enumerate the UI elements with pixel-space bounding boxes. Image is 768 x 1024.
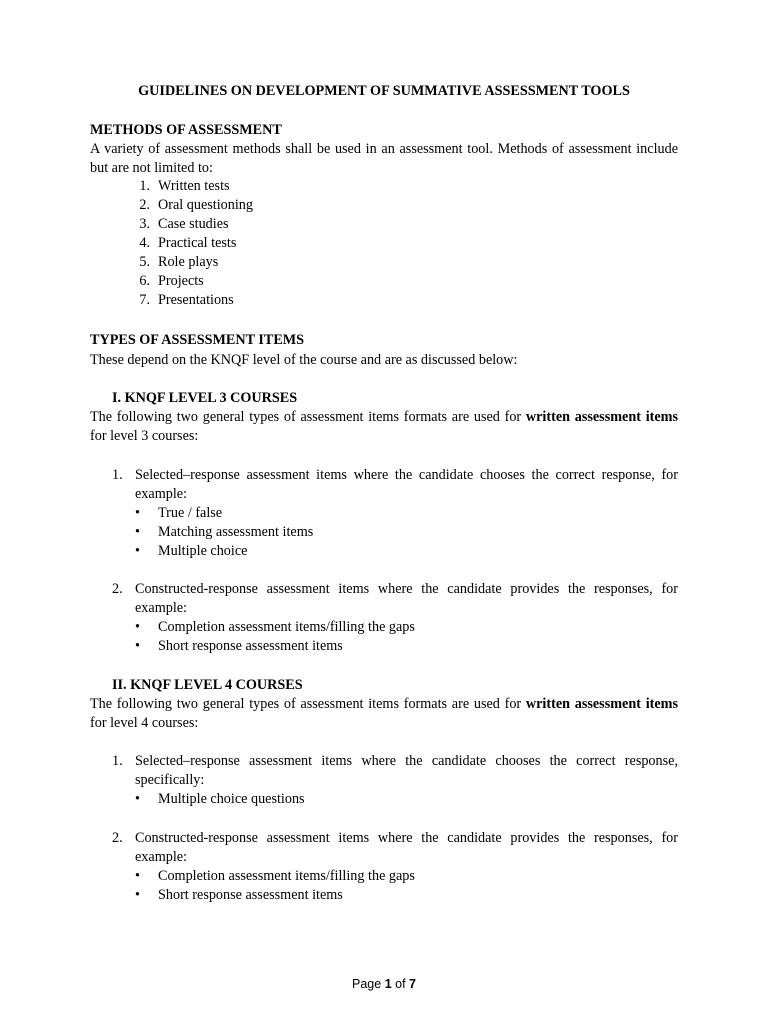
list-item: 3. Case studies	[139, 216, 229, 232]
list-item: 5. Role plays	[139, 254, 219, 270]
level4-heading: II. KNQF LEVEL 4 COURSES	[112, 677, 303, 693]
level4-item1-bullets	[135, 790, 305, 809]
level3-item2-bullets	[135, 618, 415, 656]
current-page: 1	[384, 977, 392, 991]
list-item: 2. Oral questioning	[139, 197, 253, 213]
list-item: 7. Presentations	[139, 292, 234, 308]
page-footer: Page 1 of 7	[352, 977, 416, 991]
list-item: • Multiple choice	[135, 543, 248, 559]
list-item: • Short response assessment items	[135, 887, 343, 903]
level3-item2: 2. Constructed-response assessment items where the candidate provides the responses, for example:	[112, 581, 678, 616]
list-item: • Matching assessment items	[135, 524, 314, 540]
level4-item2-bullets	[135, 867, 415, 905]
list-item: • Completion assessment items/filling the gaps	[135, 619, 415, 635]
list-item: 4. Practical tests	[139, 235, 237, 251]
document-title: GUIDELINES ON DEVELOPMENT OF SUMMATIVE ASSESSMENT TOOLS	[138, 83, 630, 99]
level4-item1: 1. Selected–response assessment items where the candidate chooses the correct response, specifically:	[112, 753, 678, 788]
list-item: • Completion assessment items/filling the gaps	[135, 868, 415, 884]
level3-heading: I. KNQF LEVEL 3 COURSES	[112, 390, 298, 406]
methods-heading: METHODS OF ASSESSMENT	[90, 122, 282, 138]
list-item: • Short response assessment items	[135, 638, 343, 654]
level4-intro: The following two general types of assessment items formats are used for written assessment items for level 4 courses:	[90, 696, 678, 731]
list-item: • True / false	[135, 505, 223, 521]
list-item: • Multiple choice questions	[135, 791, 305, 807]
types-heading: TYPES OF ASSESSMENT ITEMS	[90, 332, 305, 348]
total-pages: 7	[409, 977, 416, 991]
level3-item1: 1. Selected–response assessment items where the candidate chooses the correct response, for example:	[112, 467, 678, 502]
types-intro: These depend on the KNQF level of the course and are as discussed below:	[90, 352, 518, 368]
list-item: 1. Written tests	[139, 178, 230, 194]
level3-intro: The following two general types of assessment items formats are used for written assessment items for level 3 courses:	[90, 409, 678, 444]
list-item: 6. Projects	[139, 273, 204, 289]
methods-intro: A variety of assessment methods shall be used in an assessment tool. Methods of assessment include but are not limited to:	[90, 141, 678, 176]
level3-item1-bullets	[135, 504, 313, 561]
level4-item2: 2. Constructed-response assessment items where the candidate provides the responses, for example:	[112, 830, 678, 865]
methods-list	[130, 177, 253, 310]
